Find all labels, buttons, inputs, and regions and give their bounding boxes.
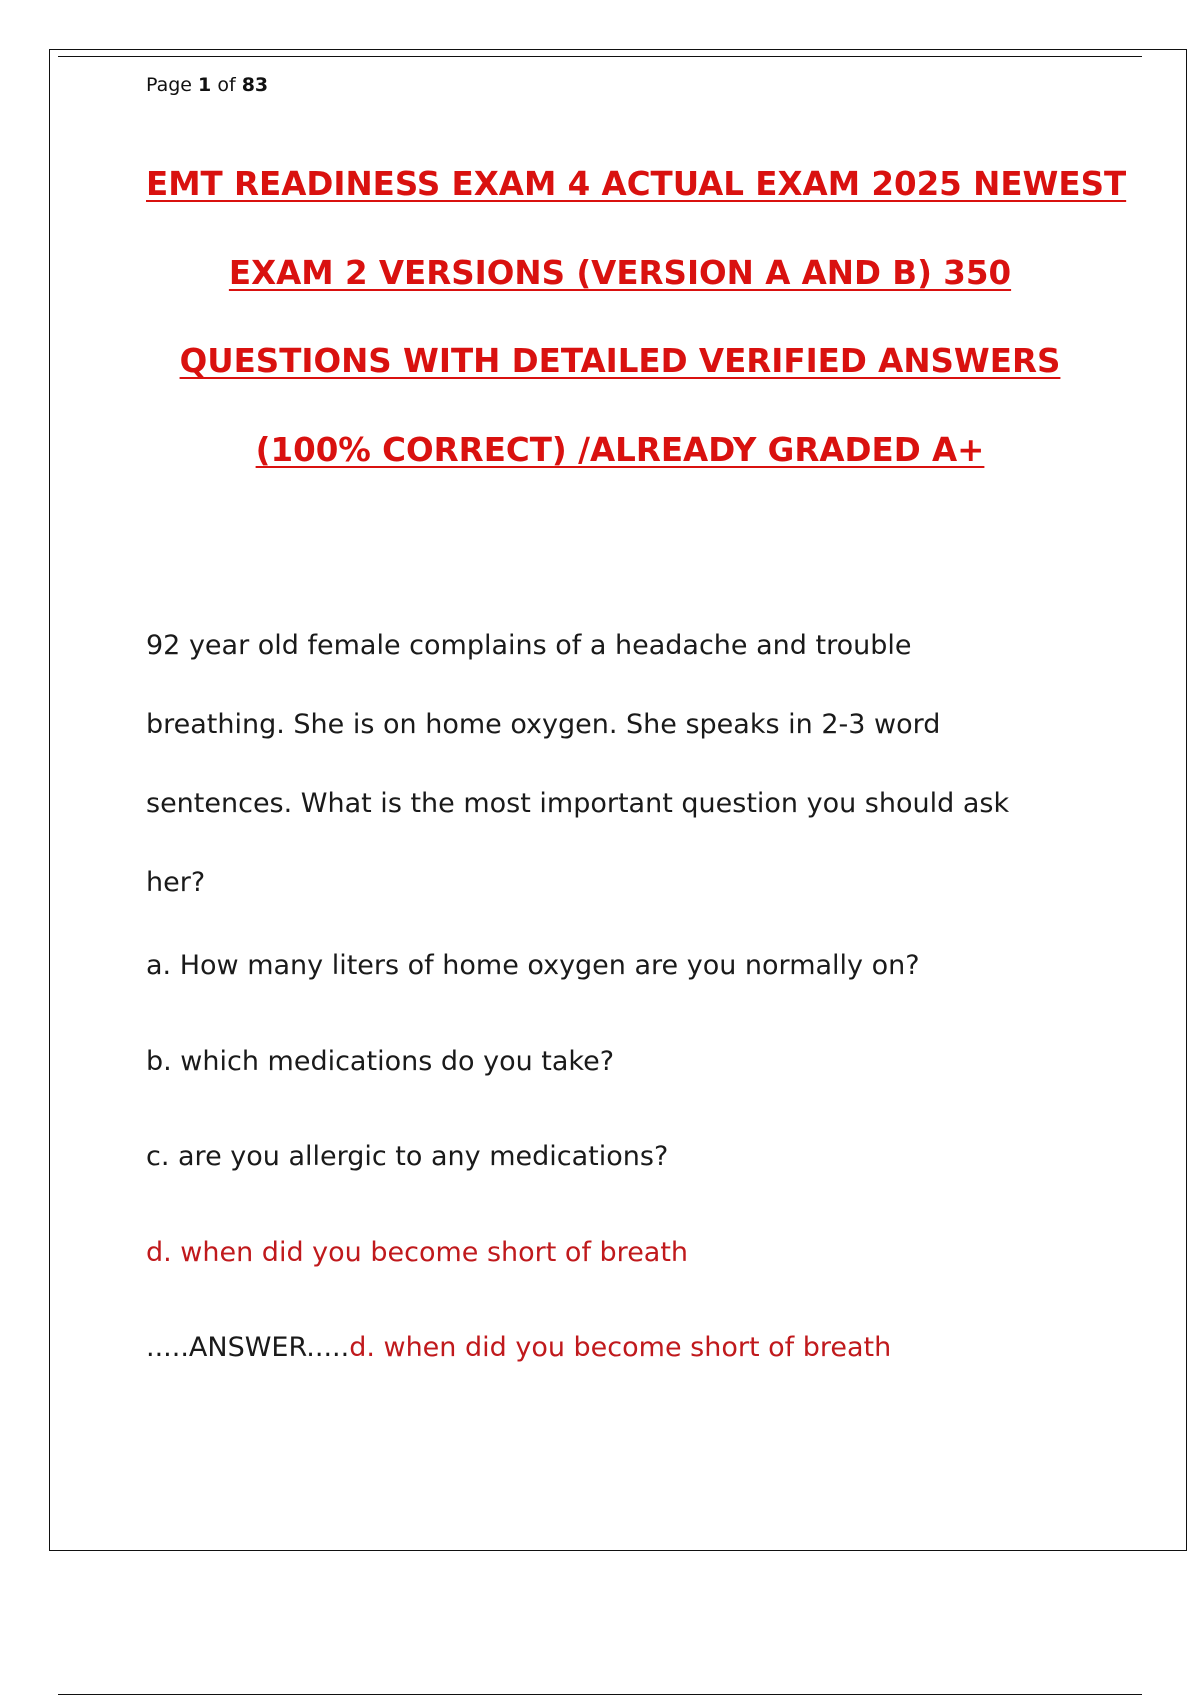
question-stem	[146, 606, 1076, 922]
page-number	[146, 74, 268, 96]
title-line-2: EXAM 2 VERSIONS (VERSION A AND B) 350	[228, 253, 1012, 292]
answer-text: d. when did you become short of breath	[349, 1332, 892, 1363]
question-line-3: sentences. What is the most important question you should ask	[146, 788, 1010, 819]
title-line-3: QUESTIONS WITH DETAILED VERIFIED ANSWERS	[179, 342, 1061, 380]
option-a: a. How many liters of home oxygen are you normally on?	[146, 950, 920, 981]
answer-prefix: .....ANSWER.....	[146, 1332, 350, 1363]
answer-line	[146, 1300, 1076, 1396]
title-line-4: (100% CORRECT) /ALREADY GRADED A+	[255, 430, 985, 469]
option-c: c. are you allergic to any medications?	[146, 1141, 669, 1172]
option-b: b. which medications do you take?	[146, 1045, 615, 1077]
page-of: of	[217, 74, 236, 96]
question-line-1: 92 year old female complains of a headache and trouble	[146, 630, 912, 661]
document-title	[146, 140, 1127, 494]
page-total: 83	[241, 74, 269, 96]
question-line-4: her?	[146, 867, 206, 898]
top-rule	[58, 56, 1142, 57]
answer-options	[146, 918, 1076, 1396]
page-label: Page	[146, 74, 192, 96]
option-d: d. when did you become short of breath	[146, 1236, 689, 1268]
page-current: 1	[198, 74, 212, 96]
title-line-1: EMT READINESS EXAM 4 ACTUAL EXAM 2025 NEWEST	[146, 165, 1127, 203]
question-line-2: breathing. She is on home oxygen. She speaks in 2-3 word	[146, 709, 941, 740]
bottom-rule	[58, 1694, 1142, 1695]
